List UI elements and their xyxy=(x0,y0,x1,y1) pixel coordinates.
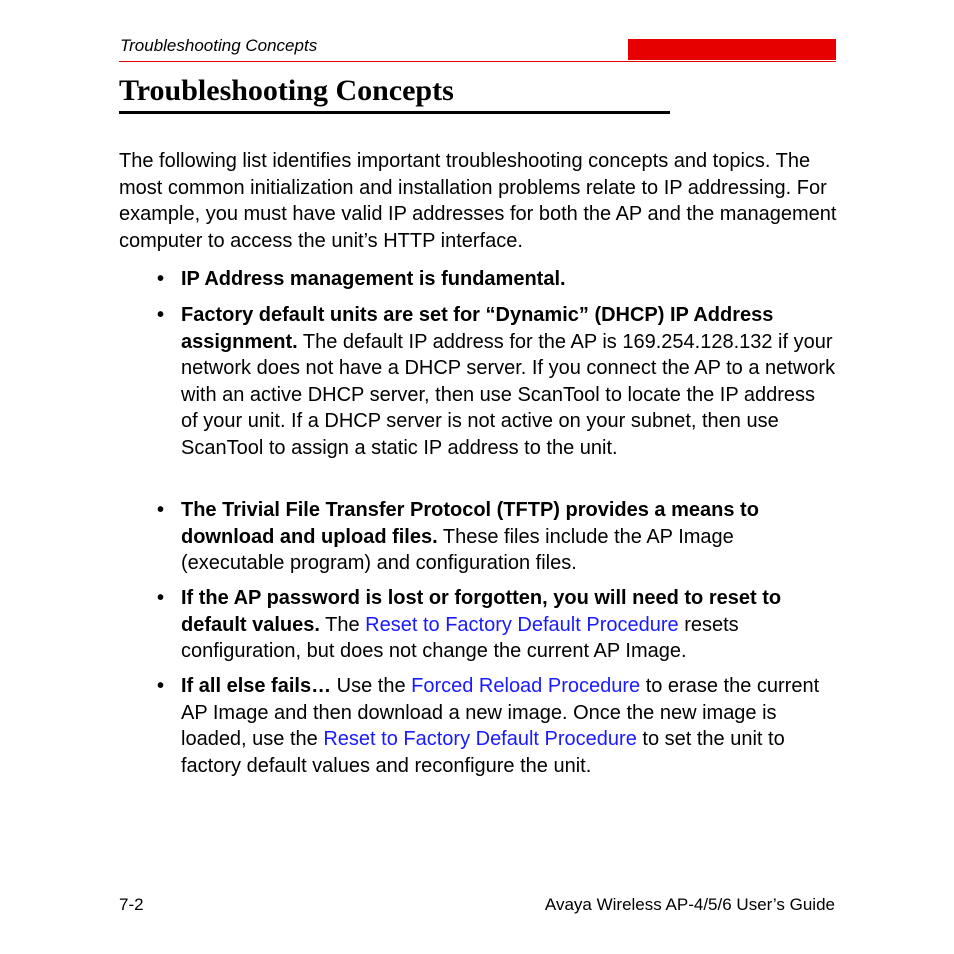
reset-factory-default-link[interactable]: Reset to Factory Default Procedure xyxy=(323,728,637,750)
header-accent-bar xyxy=(628,39,836,60)
bullet-all-else-fails xyxy=(157,673,836,779)
reset-factory-default-link[interactable]: Reset to Factory Default Procedure xyxy=(365,613,679,636)
bullet-marker: • xyxy=(157,587,165,609)
header-rule xyxy=(119,61,836,62)
bullet-marker: • xyxy=(157,268,165,290)
intro-paragraph: The following list identifies important troubleshooting concepts and topics. The most common initialization and installation problems relate to IP addressing. For example, you must have valid IP addresses for both the AP and the management computer to access the unit’s HTTP interface. xyxy=(119,150,837,252)
bullet-marker: • xyxy=(157,499,165,521)
bullet-body-text: to set the unit to factory default values and reconfigure the unit. xyxy=(181,728,785,777)
bullet-password-reset xyxy=(157,585,836,665)
page-number: 7-2 xyxy=(119,895,144,914)
bullet-dhcp-default xyxy=(157,302,836,461)
page-title: Troubleshooting Concepts xyxy=(119,74,454,107)
bullet-ip-management xyxy=(157,266,836,293)
bullet-body-text: The xyxy=(319,613,366,636)
guide-title: Avaya Wireless AP-4/5/6 User’s Guide xyxy=(544,895,835,914)
forced-reload-link[interactable]: Forced Reload Procedure xyxy=(411,675,641,697)
bullet-body-text: Use the xyxy=(331,675,412,697)
bullet-body-text: These files include the AP Image (executable program) and configuration files. xyxy=(181,525,734,574)
bullet-bold-text: IP Address management is fundamental. xyxy=(181,268,566,290)
bullet-bold-text: If all else fails… xyxy=(181,675,332,697)
bullet-body-text: resets configuration, but does not change the current AP Image. xyxy=(181,613,739,662)
title-underline xyxy=(119,111,670,114)
bullet-body-text: The default IP address for the AP is 169.254.128.132 if your network does not have a DHCP server. If you connect the AP to a network with an active DHCP server, then use ScanTool to locate the IP address of your unit. If a DHCP server is not active on your subnet, then use ScanTool to assign a static IP address to the unit. xyxy=(181,330,836,459)
bullet-marker: • xyxy=(157,675,165,697)
running-header: Troubleshooting Concepts xyxy=(120,36,318,55)
bullet-tftp xyxy=(157,497,836,577)
bullet-bold-text: Factory default units are set for “Dynamic” (DHCP) IP Address assignment. xyxy=(181,304,774,353)
bullet-bold-text: If the AP password is lost or forgotten, you will need to reset to default values. xyxy=(181,587,782,636)
bullet-body-text: to erase the current AP Image and then download a new image. Once the new image is loaded, use the xyxy=(181,675,820,750)
bullet-bold-text: The Trivial File Transfer Protocol (TFTP) provides a means to download and upload files. xyxy=(181,499,759,548)
bullet-marker: • xyxy=(157,304,165,326)
